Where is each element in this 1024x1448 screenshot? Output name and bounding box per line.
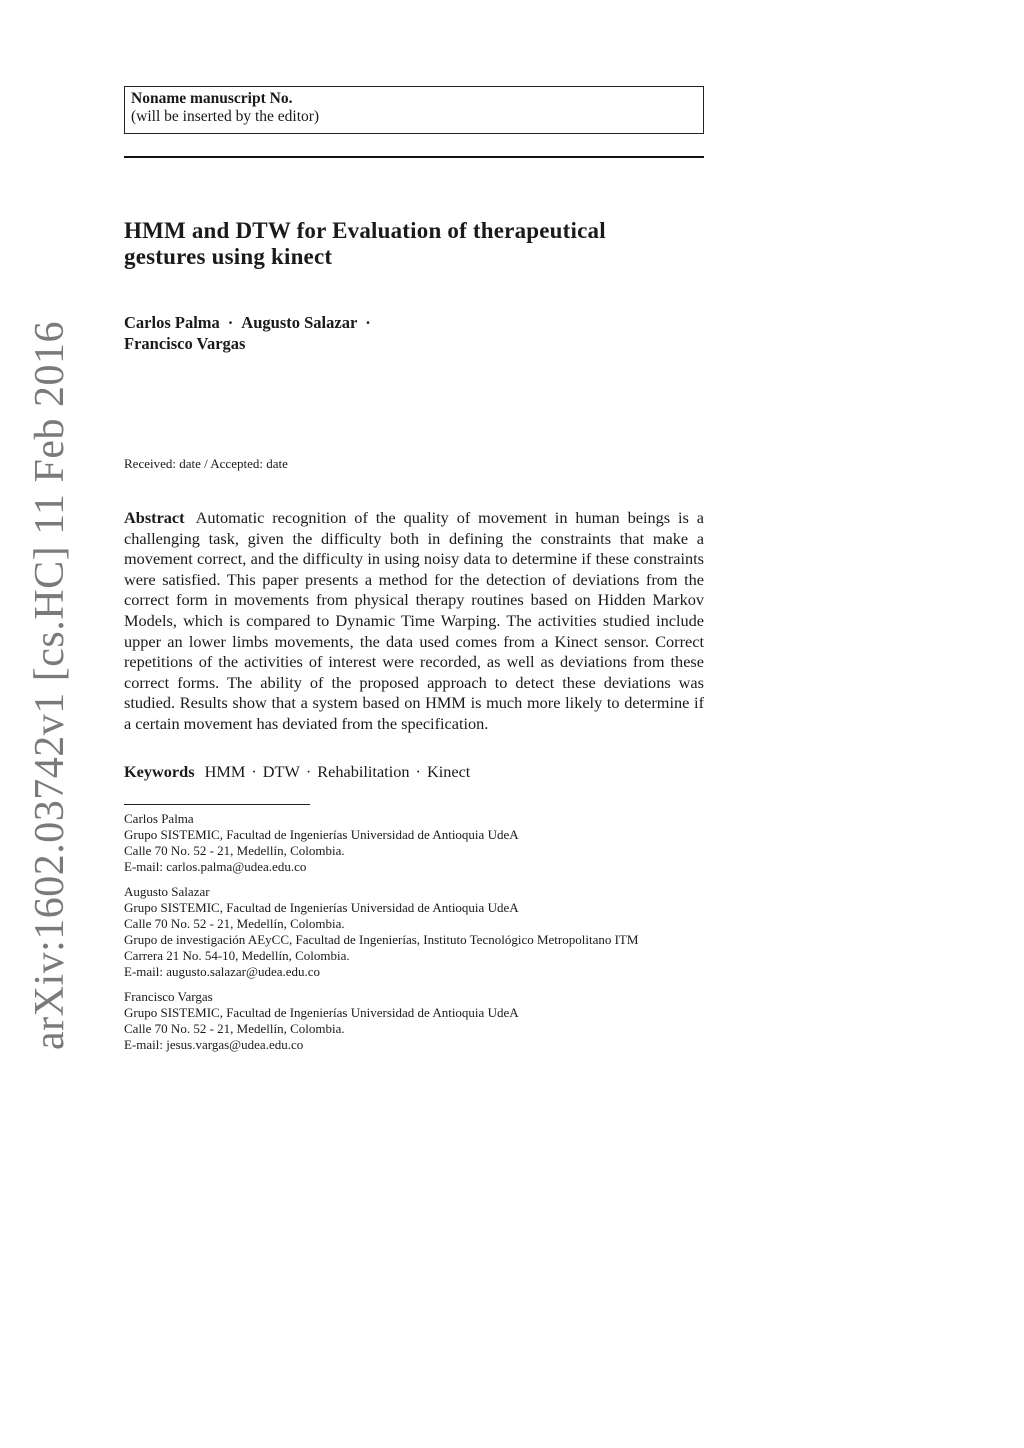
affiliation-block <box>124 884 704 980</box>
manuscript-number: Noname manuscript No. <box>131 90 293 107</box>
affiliation-line: Calle 70 No. 52 - 21, Medellín, Colombia. <box>124 915 345 931</box>
editor-note: (will be inserted by the editor) <box>131 108 320 125</box>
author-2: Augusto Salazar <box>241 313 358 332</box>
keyword: HMM <box>204 761 246 781</box>
keyword-separator: · <box>305 761 312 781</box>
affiliation-line: Grupo SISTEMIC, Facultad de Ingenierías Universidad de Antioquia UdeA <box>124 899 519 915</box>
keyword-separator: · <box>415 761 421 781</box>
affiliation-line: Grupo SISTEMIC, Facultad de Ingenierías Universidad de Antioquia UdeA <box>124 826 519 842</box>
keyword: Rehabilitation <box>317 761 410 781</box>
author-line-2 <box>124 333 704 354</box>
affiliation-name: Augusto Salazar <box>124 883 210 899</box>
abstract-label: Abstract <box>124 508 185 527</box>
paper-title <box>124 218 704 270</box>
affiliation-line: Carrera 21 No. 54-10, Medellín, Colombia. <box>124 947 350 963</box>
affiliation-email: E-mail: carlos.palma@udea.edu.co <box>124 858 307 874</box>
title-line-1: HMM and DTW for Evaluation of therapeutical <box>124 218 606 243</box>
author-separator: · <box>227 313 234 332</box>
affiliation-name: Carlos Palma <box>124 810 194 826</box>
affiliation-line: Grupo SISTEMIC, Facultad de Ingenierías Universidad de Antioquia UdeA <box>124 1004 519 1020</box>
affiliation-email: E-mail: augusto.salazar@udea.edu.co <box>124 963 321 979</box>
author-3: Francisco Vargas <box>124 334 246 353</box>
affiliation-block <box>124 989 704 1053</box>
keyword: DTW <box>262 761 300 781</box>
author-separator: · <box>365 313 371 332</box>
title-line-2: gestures using kinect <box>124 244 333 269</box>
affiliation-line: Calle 70 No. 52 - 21, Medellín, Colombia. <box>124 842 345 858</box>
abstract-text: Automatic recognition of the quality of movement in human beings is a challenging task, given the difficulty both in defining the constraints that make a movement correct, and the difficulty in using noisy data to determine if these constraints were satisfied. This paper presents a method for the detection of deviations from the correct form in movements from physical therapy routines based on Hidden Markov Models, which is compared to Dynamic Time Warping. The activities studied include upper an lower limbs movements, the data used comes from a Kinect sensor. Correct repetitions of the activities of interest were recorded, as well as deviations from these correct forms. The ability of the proposed approach to detect these deviations was studied. Results show that a system based on HMM is much more likely to determine if a certain movement has deviated from the specification. <box>124 508 704 733</box>
title-rule <box>124 156 704 158</box>
keyword-separator: · <box>251 761 257 781</box>
affiliation-name: Francisco Vargas <box>124 988 213 1004</box>
paper-content <box>124 86 704 1053</box>
abstract <box>124 508 704 735</box>
affiliation-line: Grupo de investigación AEyCC, Facultad de Ingenierías, Instituto Tecnológico Metropolitano ITM <box>124 931 639 947</box>
keyword: Kinect <box>426 761 471 781</box>
footnote-rule <box>124 804 310 805</box>
affiliation-block <box>124 811 704 875</box>
received-accepted-line: Received: date / Accepted: date <box>124 456 288 471</box>
author-1: Carlos Palma <box>124 313 220 332</box>
keywords <box>124 762 704 782</box>
affiliation-line: Calle 70 No. 52 - 21, Medellín, Colombia. <box>124 1020 345 1036</box>
arxiv-stamp: arXiv:1602.03742v1 [cs.HC] 11 Feb 2016 <box>27 320 73 1050</box>
author-line-1 <box>124 312 704 333</box>
author-list <box>124 312 704 354</box>
keywords-label: Keywords <box>124 761 195 781</box>
affiliation-email: E-mail: jesus.vargas@udea.edu.co <box>124 1036 304 1052</box>
editor-box <box>124 86 704 134</box>
